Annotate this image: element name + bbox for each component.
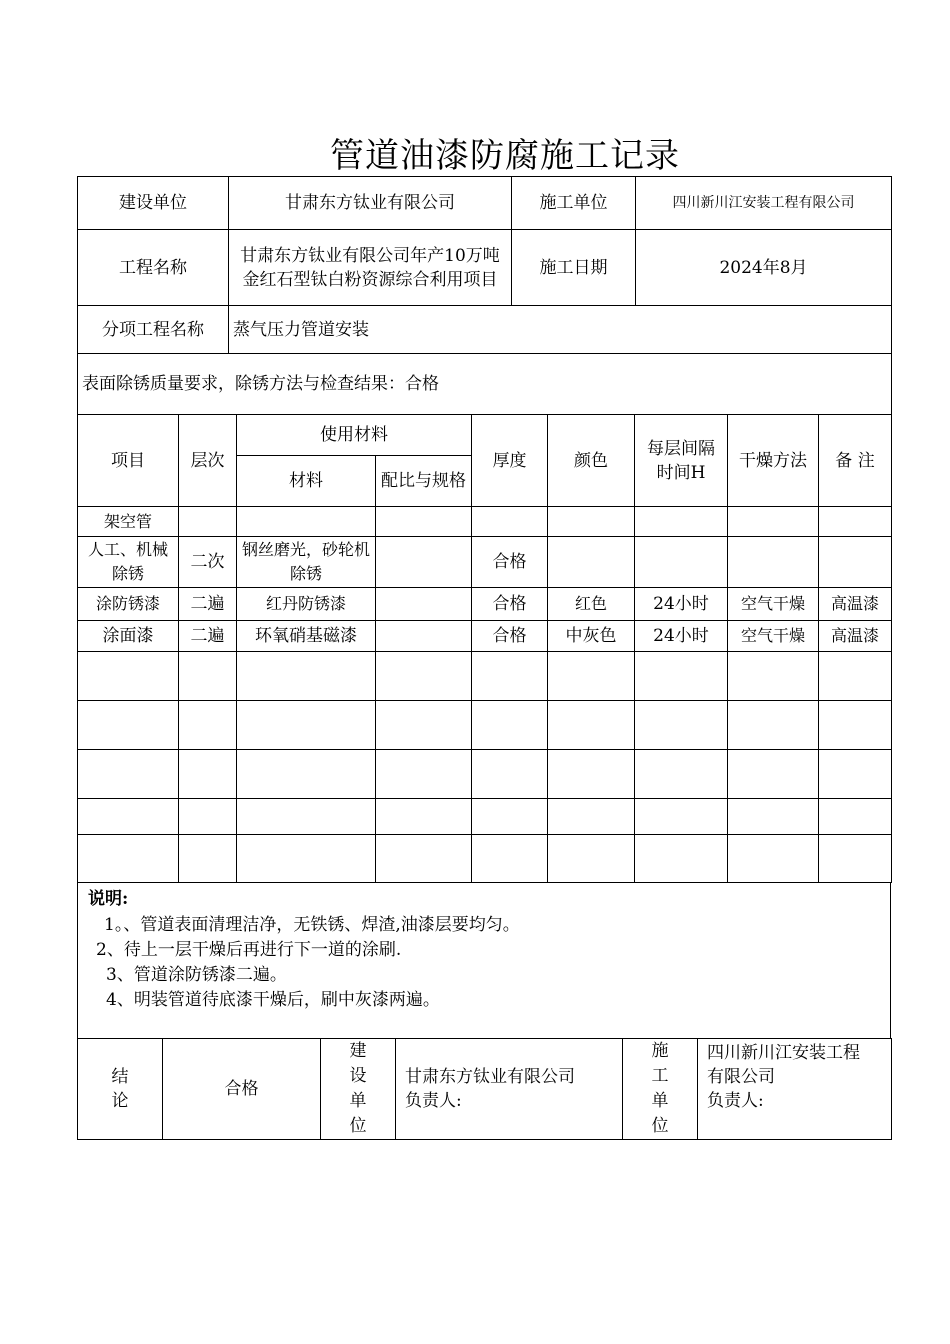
build-unit-sign-label: 建 设 单 位 (321, 1039, 396, 1140)
col-item: 项目 (78, 415, 179, 507)
col-materials-group: 使用材料 (237, 415, 472, 456)
sub-project-label: 分项工程名称 (78, 306, 229, 354)
col-material: 材料 (237, 456, 376, 507)
paint-record-table (77, 414, 892, 883)
rust-requirement: 表面除锈质量要求，除锈方法与检查结果：合格 (78, 354, 892, 415)
notes-cell (78, 883, 891, 1039)
table-row-empty (78, 750, 892, 799)
construct-unit-value: 四川新川江安装工程有限公司 (636, 177, 892, 230)
build-unit-label: 建设单位 (78, 177, 229, 230)
note-item-2: 2、待上一层干燥后再进行下一道的涂刷. (96, 940, 402, 960)
table-row: 涂防锈漆 二遍 红丹防锈漆 合格 红色 24小时 空气干燥 高温漆 (78, 588, 892, 621)
col-ratio-spec: 配比与规格 (376, 456, 472, 507)
build-unit-signature: 甘肃东方钛业有限公司 负责人: (396, 1039, 623, 1140)
col-layer: 层次 (179, 415, 237, 507)
table-row-empty (78, 652, 892, 701)
notes-table (77, 882, 891, 1039)
project-name-label: 工程名称 (78, 230, 229, 306)
col-color: 颜色 (548, 415, 635, 507)
notes-title: 说明: (88, 889, 129, 909)
table-row: 涂面漆 二遍 环氧硝基磁漆 合格 中灰色 24小时 空气干燥 高温漆 (78, 621, 892, 652)
conclusion-label: 结 论 (78, 1039, 163, 1140)
sub-project-value: 蒸气压力管道安装 (229, 306, 892, 354)
col-remark: 备 注 (819, 415, 892, 507)
construct-date-label: 施工日期 (512, 230, 636, 306)
table-row-empty (78, 799, 892, 835)
page-title: 管道油漆防腐施工记录 (330, 136, 680, 176)
table-row-empty (78, 835, 892, 883)
col-thickness: 厚度 (472, 415, 548, 507)
project-name-value: 甘肃东方钛业有限公司年产10万吨金红石型钛白粉资源综合利用项目 (229, 230, 512, 306)
construct-date-value: 2024年8月 (636, 230, 892, 306)
construct-unit-label: 施工单位 (512, 177, 636, 230)
note-item-1: 1。、管道表面清理洁净，无铁锈、焊渣,油漆层要均匀。 (104, 915, 520, 935)
construct-unit-signature: 四川新川江安装工程 有限公司 负责人: (698, 1039, 892, 1140)
header-table (77, 176, 892, 415)
col-dry-method: 干燥方法 (728, 415, 819, 507)
signature-table (77, 1038, 892, 1140)
conclusion-value: 合格 (163, 1039, 321, 1140)
table-row: 架空管 (78, 507, 892, 537)
table-row: 人工、机械除锈 二次 钢丝磨光，砂轮机除锈 合格 (78, 537, 892, 588)
table-row-empty (78, 701, 892, 750)
build-unit-value: 甘肃东方钛业有限公司 (229, 177, 512, 230)
construct-unit-sign-label: 施 工 单 位 (623, 1039, 698, 1140)
note-item-3: 3、管道涂防锈漆二遍。 (106, 965, 287, 985)
note-item-4: 4、明装管道待底漆干燥后，刷中灰漆两遍。 (106, 990, 440, 1010)
col-interval: 每层间隔时间H (635, 415, 728, 507)
